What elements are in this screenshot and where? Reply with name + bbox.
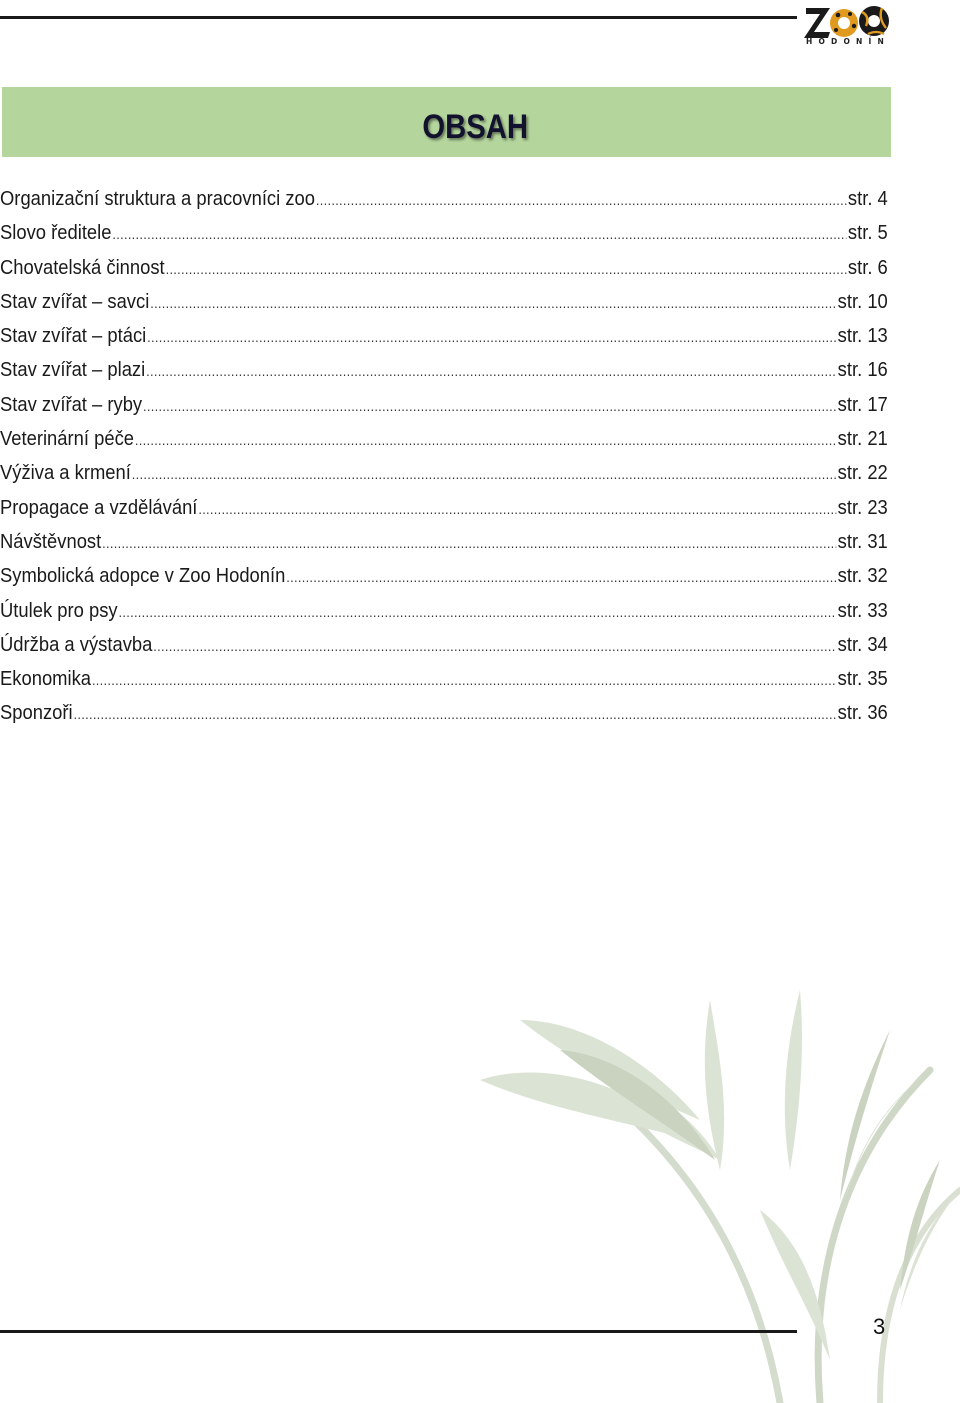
toc-leader-dots — [198, 492, 835, 526]
toc-entry-page: str. 17 — [837, 393, 888, 416]
toc-leader-dots — [119, 595, 836, 629]
toc-entry-page: str. 21 — [837, 428, 888, 451]
table-of-contents — [0, 182, 888, 731]
toc-entry[interactable] — [0, 491, 888, 525]
toc-entry-page: str. 23 — [837, 496, 888, 519]
toc-entry[interactable] — [0, 696, 888, 730]
toc-leader-dots — [92, 663, 836, 697]
toc-entry-label: Veterinární péče — [0, 428, 135, 451]
toc-leader-dots — [286, 560, 836, 594]
toc-entry[interactable] — [0, 525, 888, 559]
header-rule — [0, 16, 797, 19]
toc-entry[interactable] — [0, 388, 888, 422]
toc-leader-dots — [135, 423, 836, 457]
toc-entry[interactable] — [0, 594, 888, 628]
toc-entry-page: str. 4 — [847, 188, 888, 210]
toc-leader-dots — [74, 697, 836, 731]
toc-entry-label: Stav zvířat – ptáci — [0, 325, 147, 348]
toc-leader-dots — [146, 354, 836, 388]
toc-entry-label: Symbolická adopce v Zoo Hodonín — [0, 565, 286, 588]
toc-leader-dots — [147, 320, 836, 354]
toc-entry[interactable] — [0, 456, 888, 490]
toc-entry-label: Návštěvnost — [0, 530, 102, 553]
toc-entry-label: Stav zvířat – plazi — [0, 359, 146, 382]
toc-entry[interactable] — [0, 251, 888, 285]
toc-entry[interactable] — [0, 319, 888, 353]
footer-rule — [0, 1330, 797, 1333]
toc-entry-label: Útulek pro psy — [0, 599, 118, 622]
toc-entry-label: Sponzoři — [0, 702, 73, 725]
toc-leader-dots — [143, 389, 836, 423]
toc-entry-label: Stav zvířat – ryby — [0, 393, 143, 416]
toc-entry[interactable] — [0, 662, 888, 696]
toc-entry-page: str. 32 — [837, 565, 888, 588]
toc-leader-dots — [112, 217, 846, 251]
toc-entry[interactable] — [0, 628, 888, 662]
page-title-text: OBSAH — [422, 108, 529, 146]
toc-entry-page: str. 16 — [837, 359, 888, 382]
toc-entry-page: str. 5 — [847, 222, 888, 245]
toc-entry[interactable] — [0, 353, 888, 387]
toc-entry-label: Výživa a krmení — [0, 462, 131, 485]
toc-entry-page: str. 22 — [837, 462, 888, 485]
page-title — [62, 108, 888, 147]
page-number: 3 — [873, 1314, 886, 1339]
toc-leader-dots — [316, 183, 846, 217]
toc-entry-label: Propagace a vzdělávání — [0, 496, 198, 519]
toc-leader-dots — [153, 629, 836, 663]
toc-entry-page: str. 34 — [837, 633, 888, 656]
toc-entry-label: Stav zvířat – savci — [0, 290, 150, 313]
toc-leader-dots — [166, 252, 846, 286]
toc-entry-label: Slovo ředitele — [0, 222, 112, 245]
toc-entry-page: str. 10 — [837, 290, 888, 313]
toc-entry[interactable] — [0, 422, 888, 456]
logo-subtitle: HODONÍN — [806, 37, 890, 46]
toc-entry-page: str. 33 — [837, 599, 888, 622]
toc-entry-page: str. 35 — [837, 668, 888, 691]
toc-entry[interactable] — [0, 285, 888, 319]
toc-entry[interactable] — [0, 216, 888, 250]
toc-entry-page: str. 36 — [837, 702, 888, 725]
toc-entry-page: str. 31 — [837, 530, 888, 553]
toc-entry-page: str. 6 — [847, 256, 888, 279]
toc-entry-label: Ekonomika — [0, 668, 92, 691]
toc-entry[interactable] — [0, 182, 888, 216]
toc-leader-dots — [150, 286, 836, 320]
toc-entry-label: Chovatelská činnost — [0, 256, 165, 279]
toc-leader-dots — [102, 526, 836, 560]
toc-entry-page: str. 13 — [837, 325, 888, 348]
toc-entry-label: Údržba a výstavba — [0, 633, 153, 656]
toc-entry-label: Organizační struktura a pracovníci zoo — [0, 188, 315, 210]
toc-entry[interactable] — [0, 559, 888, 593]
toc-leader-dots — [132, 457, 836, 491]
